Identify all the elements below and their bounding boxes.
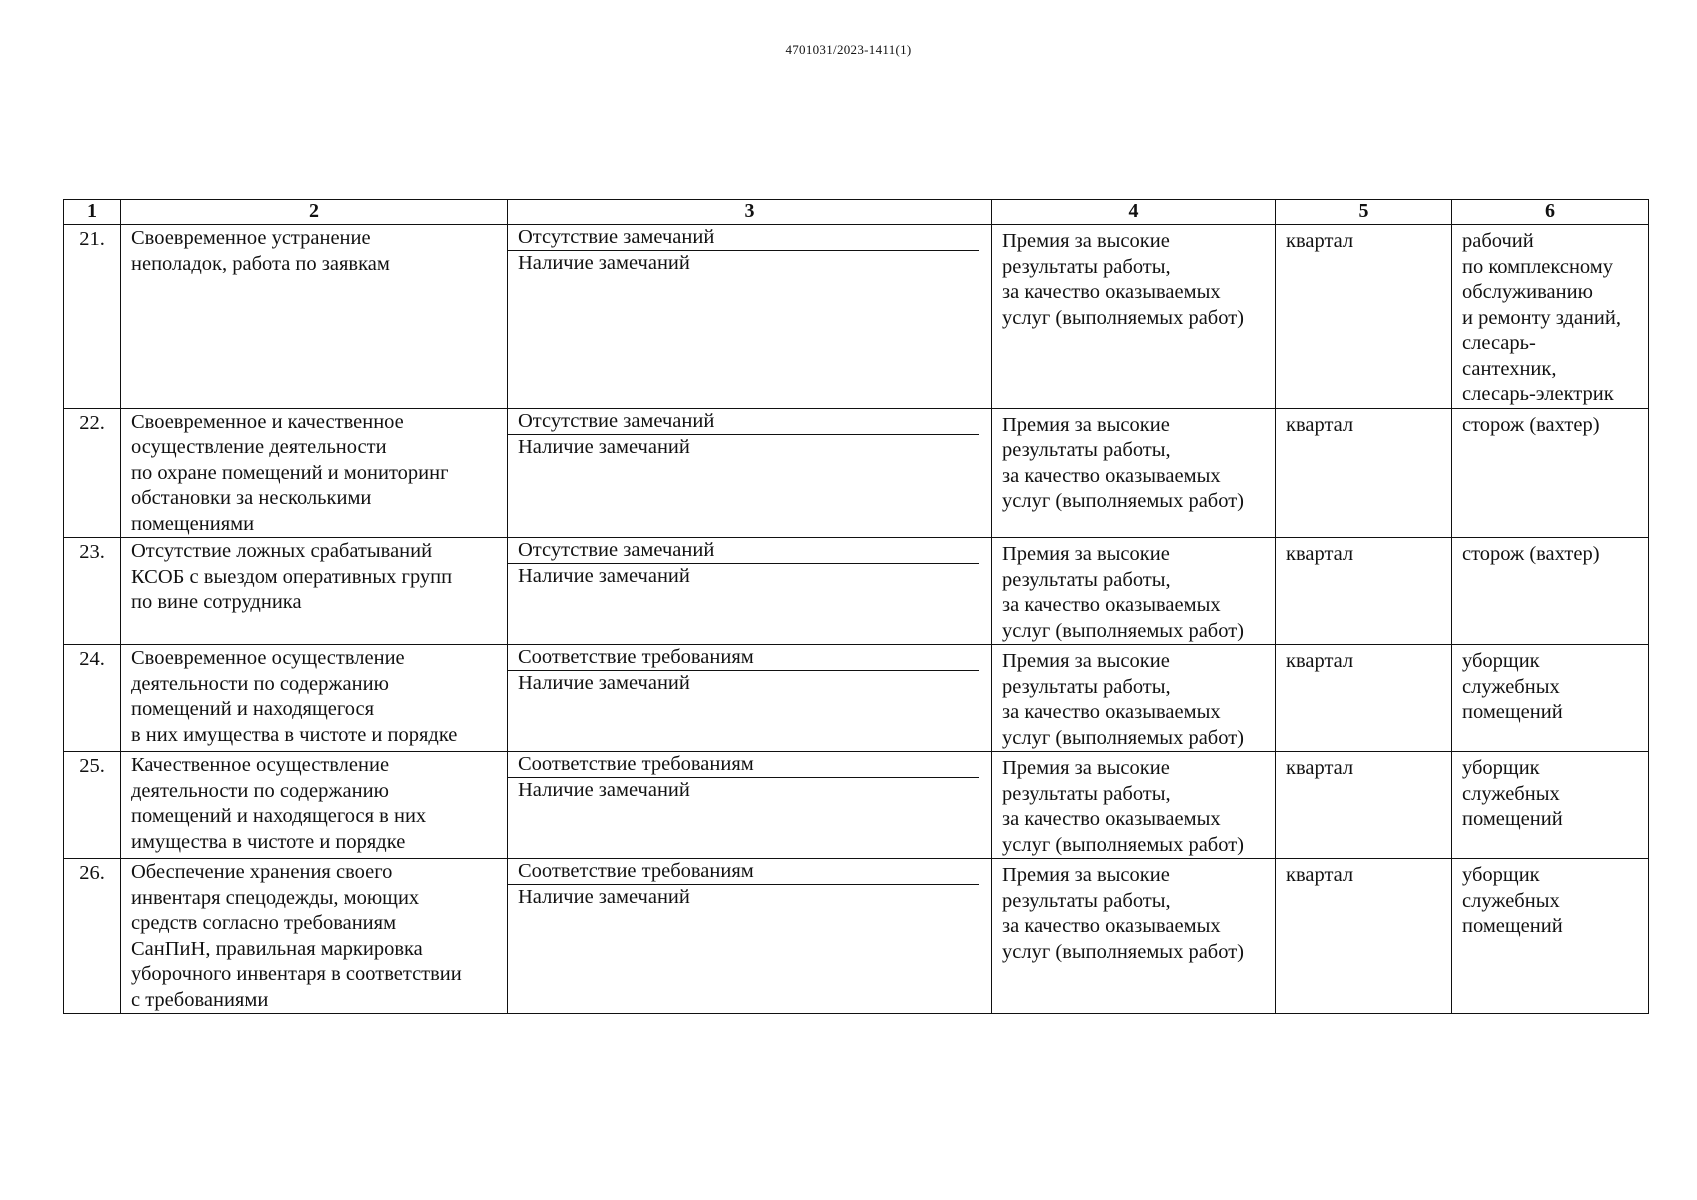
position-cell bbox=[1452, 752, 1649, 859]
period-cell: квартал bbox=[1276, 538, 1452, 645]
bonus-line: Премия за высокие bbox=[1002, 650, 1170, 672]
criterion-positive: Отсутствие замечаний bbox=[508, 409, 979, 435]
indicator-line: Отсутствие ложных срабатываний bbox=[131, 540, 433, 562]
bonus-line: услуг (выполняемых работ) bbox=[1002, 726, 1244, 749]
bonus-line: за качество оказываемых bbox=[1002, 915, 1221, 937]
criterion-positive: Отсутствие замечаний bbox=[508, 538, 979, 564]
bonus-line: результаты работы, bbox=[1002, 889, 1171, 912]
indicator-line: Качественное осуществление bbox=[131, 754, 390, 776]
position-cell bbox=[1452, 225, 1649, 409]
bonus-cell bbox=[992, 645, 1276, 752]
criteria-cell bbox=[508, 408, 992, 538]
criteria-cell bbox=[508, 225, 992, 409]
row-number: 22. bbox=[64, 408, 121, 538]
indicator-line: инвентаря спецодежды, моющих bbox=[131, 886, 420, 909]
row-number: 23. bbox=[64, 538, 121, 645]
position-line: слесарь- bbox=[1462, 332, 1536, 354]
criteria-cell bbox=[508, 752, 992, 859]
indicator-cell bbox=[121, 408, 508, 538]
header-row bbox=[64, 200, 1649, 225]
indicator-line: в них имущества в чистоте и порядке bbox=[131, 723, 458, 746]
indicator-line: по охране помещений и мониторинг bbox=[131, 461, 449, 484]
position-line: сторож (вахтер) bbox=[1462, 543, 1600, 565]
bonus-line: услуг (выполняемых работ) bbox=[1002, 833, 1244, 856]
bonus-line: услуг (выполняемых работ) bbox=[1002, 306, 1244, 329]
indicator-cell bbox=[121, 538, 508, 645]
row-number: 26. bbox=[64, 859, 121, 1014]
indicator-line: СанПиН, правильная маркировка bbox=[131, 937, 423, 960]
bonus-line: за качество оказываемых bbox=[1002, 701, 1221, 723]
col-header-2: 2 bbox=[121, 200, 508, 225]
position-line: служебных bbox=[1462, 782, 1560, 805]
criterion-positive: Соответствие требованиям bbox=[508, 752, 979, 778]
bonus-line: результаты работы, bbox=[1002, 568, 1171, 591]
col-header-5: 5 bbox=[1276, 200, 1452, 225]
indicator-line: неполадок, работа по заявкам bbox=[131, 252, 390, 275]
table-row bbox=[64, 859, 1649, 1014]
position-line: слесарь-электрик bbox=[1462, 383, 1614, 405]
criterion-positive: Соответствие требованиям bbox=[508, 859, 979, 885]
bonus-line: Премия за высокие bbox=[1002, 543, 1170, 565]
table-row bbox=[64, 645, 1649, 752]
bonus-line: результаты работы, bbox=[1002, 255, 1171, 278]
indicator-line: помещений и находящегося bbox=[131, 698, 375, 720]
criteria-cell bbox=[508, 645, 992, 752]
indicator-line: уборочного инвентаря в соответствии bbox=[131, 963, 462, 985]
bonus-line: Премия за высокие bbox=[1002, 230, 1170, 252]
criterion-positive: Отсутствие замечаний bbox=[508, 225, 979, 251]
document-number: 4701031/2023-1411(1) bbox=[785, 42, 912, 57]
bonus-line: Премия за высокие bbox=[1002, 413, 1170, 436]
bonus-line: услуг (выполняемых работ) bbox=[1002, 940, 1244, 963]
bonus-line: за качество оказываемых bbox=[1002, 808, 1221, 830]
indicator-line: средств согласно требованиям bbox=[131, 912, 397, 934]
period-cell: квартал bbox=[1276, 752, 1452, 859]
period-cell: квартал bbox=[1276, 408, 1452, 538]
bonus-line: результаты работы, bbox=[1002, 439, 1171, 461]
bonus-line: результаты работы, bbox=[1002, 675, 1171, 698]
period-cell: квартал bbox=[1276, 645, 1452, 752]
bonus-line: за качество оказываемых bbox=[1002, 464, 1221, 487]
position-line: сантехник, bbox=[1462, 357, 1557, 380]
criterion-negative: Наличие замечаний bbox=[518, 886, 690, 908]
table-row bbox=[64, 752, 1649, 859]
position-line: и ремонту зданий, bbox=[1462, 306, 1621, 329]
bonus-cell bbox=[992, 408, 1276, 538]
indicator-line: деятельности по содержанию bbox=[131, 779, 389, 802]
table-row bbox=[64, 225, 1649, 409]
bonus-line: результаты работы, bbox=[1002, 782, 1171, 805]
bonus-line: услуг (выполняемых работ) bbox=[1002, 490, 1244, 512]
indicator-line: обстановки за несколькими bbox=[131, 487, 372, 509]
row-number: 25. bbox=[64, 752, 121, 859]
bonus-line: Премия за высокие bbox=[1002, 757, 1170, 779]
table-row bbox=[64, 408, 1649, 538]
table-row bbox=[64, 538, 1649, 645]
criterion-negative: Наличие замечаний bbox=[518, 672, 690, 694]
bonus-line: услуг (выполняемых работ) bbox=[1002, 619, 1244, 642]
col-header-4: 4 bbox=[992, 200, 1276, 225]
indicator-line: по вине сотрудника bbox=[131, 591, 302, 613]
indicator-line: помещений и находящегося в них bbox=[131, 805, 427, 827]
indicator-line: деятельности по содержанию bbox=[131, 672, 389, 695]
indicator-line: Своевременное устранение bbox=[131, 227, 371, 249]
position-cell bbox=[1452, 859, 1649, 1014]
bonus-cell bbox=[992, 538, 1276, 645]
col-header-3: 3 bbox=[508, 200, 992, 225]
indicator-line: помещениями bbox=[131, 512, 255, 535]
position-line: обслуживанию bbox=[1462, 281, 1593, 303]
criteria-table bbox=[63, 199, 1649, 1014]
position-line: помещений bbox=[1462, 701, 1563, 723]
bonus-cell bbox=[992, 752, 1276, 859]
position-line: служебных bbox=[1462, 675, 1560, 698]
indicator-cell bbox=[121, 859, 508, 1014]
indicator-cell bbox=[121, 645, 508, 752]
bonus-cell bbox=[992, 225, 1276, 409]
position-line: уборщик bbox=[1462, 864, 1540, 886]
criterion-negative: Наличие замечаний bbox=[518, 252, 690, 274]
position-line: рабочий bbox=[1462, 230, 1534, 252]
criterion-positive: Соответствие требованиям bbox=[508, 645, 979, 671]
position-line: уборщик bbox=[1462, 650, 1540, 672]
bonus-line: за качество оказываемых bbox=[1002, 281, 1221, 303]
criterion-negative: Наличие замечаний bbox=[518, 779, 690, 801]
criterion-negative: Наличие замечаний bbox=[518, 565, 690, 587]
position-line: помещений bbox=[1462, 915, 1563, 937]
position-line: по комплексному bbox=[1462, 255, 1613, 278]
criterion-negative: Наличие замечаний bbox=[518, 435, 690, 458]
criteria-cell bbox=[508, 538, 992, 645]
position-line: служебных bbox=[1462, 889, 1560, 912]
row-number: 21. bbox=[64, 225, 121, 409]
indicator-cell bbox=[121, 225, 508, 409]
position-line: помещений bbox=[1462, 808, 1563, 830]
position-cell bbox=[1452, 538, 1649, 645]
indicator-cell bbox=[121, 752, 508, 859]
col-header-1: 1 bbox=[64, 200, 121, 225]
criteria-cell bbox=[508, 859, 992, 1014]
col-header-6: 6 bbox=[1452, 200, 1649, 225]
indicator-line: имущества в чистоте и порядке bbox=[131, 830, 406, 853]
indicator-line: Своевременное и качественное bbox=[131, 410, 404, 433]
position-cell bbox=[1452, 645, 1649, 752]
position-cell bbox=[1452, 408, 1649, 538]
indicator-line: КСОБ с выездом оперативных групп bbox=[131, 565, 453, 588]
indicator-line: Своевременное осуществление bbox=[131, 647, 405, 669]
period-cell: квартал bbox=[1276, 225, 1452, 409]
period-cell: квартал bbox=[1276, 859, 1452, 1014]
row-number: 24. bbox=[64, 645, 121, 752]
position-line: сторож (вахтер) bbox=[1462, 413, 1600, 436]
indicator-line: осуществление деятельности bbox=[131, 436, 387, 458]
indicator-line: с требованиями bbox=[131, 988, 269, 1011]
bonus-line: Премия за высокие bbox=[1002, 864, 1170, 886]
indicator-line: Обеспечение хранения своего bbox=[131, 861, 393, 883]
bonus-cell bbox=[992, 859, 1276, 1014]
position-line: уборщик bbox=[1462, 757, 1540, 779]
bonus-line: за качество оказываемых bbox=[1002, 594, 1221, 616]
